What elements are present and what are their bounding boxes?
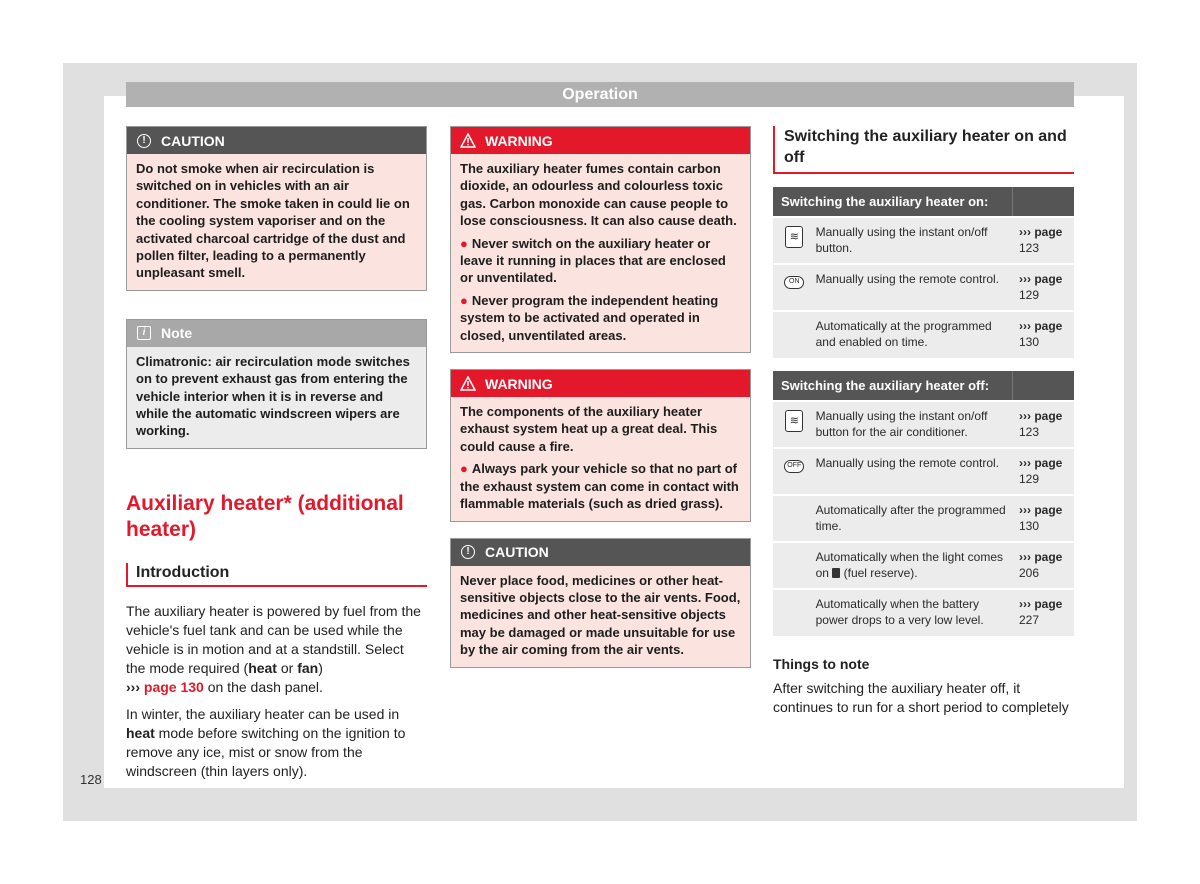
page-number: 128: [80, 772, 102, 787]
page-word: page: [1034, 272, 1063, 286]
ref-arrow-icon: ›››: [126, 678, 140, 695]
table-title: Switching the auxiliary heater off:: [781, 378, 990, 393]
note-label: Note: [161, 325, 193, 342]
off-icon: OFF: [784, 460, 804, 473]
ref-arrow-icon: ›››: [1018, 456, 1031, 470]
page-word: page: [1034, 409, 1063, 423]
warning-label: WARNING: [485, 132, 553, 149]
warning-text: The components of the auxiliary heater exhaust system heat up a great deal. This could cause a fire.: [460, 404, 718, 454]
page-reference[interactable]: [1013, 401, 1074, 448]
warning-triangle-icon: [460, 133, 476, 149]
page-num: 130: [1018, 519, 1039, 533]
table-row: [773, 401, 1074, 448]
winter-paragraph: [126, 705, 427, 781]
on-icon: ON: [784, 276, 804, 289]
bullet-icon: ●: [460, 235, 468, 251]
ref-arrow-icon: ›››: [1018, 550, 1031, 564]
table-switch-off: [773, 371, 1074, 636]
warning-header: [451, 370, 750, 397]
things-to-note-text: After switching the auxiliary heater off, it continues to run for a short period to completely: [773, 680, 1069, 715]
page-reference[interactable]: [1013, 589, 1074, 636]
caution-label: CAUTION: [485, 544, 549, 560]
page-num: 123: [1018, 425, 1039, 439]
page-word: page: [1034, 503, 1063, 517]
page-word: page: [1034, 225, 1063, 239]
table-row: [773, 589, 1074, 636]
switching-heading: Switching the auxiliary heater on and off: [773, 126, 1074, 174]
desc-part: Automatically when the light comes on: [815, 550, 1004, 580]
page-num: 129: [1018, 472, 1039, 486]
ref-arrow-icon: ›››: [1018, 272, 1031, 286]
caution-box-vents: [450, 538, 751, 668]
warning-text: The auxiliary heater fumes contain carbon dioxide, an odourless and colourless toxic gas. Carbon monoxide can cause people to lose consciousness. It can also cause death.: [460, 161, 737, 229]
caution-body: [451, 566, 750, 667]
note-text: Climatronic: air recirculation mode switches on to prevent exhaust gas from entering the vehicle interior when it is in reverse and while the automatic windscreen wipers are working.: [136, 353, 410, 439]
table-header: [773, 187, 1074, 217]
page-num: 123: [1018, 241, 1039, 255]
row-description: Automatically at the programmed and enabled on time.: [810, 311, 1013, 358]
table-row: [773, 495, 1074, 542]
desc-part: (fuel reserve).: [840, 566, 918, 580]
sub-heading-introduction: Introduction: [126, 563, 427, 587]
warning-label: WARNING: [485, 375, 553, 392]
row-description: Automatically when the battery power drops to a very low level.: [810, 589, 1013, 636]
ref-arrow-icon: ›››: [1018, 597, 1031, 611]
bullet-text: Never switch on the auxiliary heater or leave it running in places that are enclosed or unventilated.: [460, 235, 726, 286]
header-title: Operation: [562, 86, 638, 103]
header-bar: [126, 82, 1074, 107]
exclamation-circle-icon: !: [460, 544, 476, 560]
intro-text-part: The auxiliary heater is powered by fuel from the vehicle's fuel tank and can be used while the vehicle is in motion and at a standstill. Select the mode required (: [126, 602, 421, 676]
bullet-text: Always park your vehicle so that no part of the exhaust system can come in contact with flammable materials (such as dried grass).: [460, 461, 739, 512]
bullet-icon: ●: [460, 461, 468, 477]
exclamation-circle-icon: !: [136, 133, 152, 149]
page-reference[interactable]: [1013, 495, 1074, 542]
warning-bullet: [460, 292, 741, 344]
winter-text-a: In winter, the auxiliary heater can be used in: [126, 705, 400, 722]
winter-text-b: mode before switching on the ignition to remove any ice, mist or snow from the windscreen (thin layers only).: [126, 724, 406, 779]
intro-paragraph: [126, 602, 427, 697]
page-num: 130: [1018, 335, 1039, 349]
caution-text: Never place food, medicines or other heat-sensitive objects close to the air vents. Food, medicines and other heat-sensitive objects may be damaged or made unsuitable for use by the air coming from the air vents.: [460, 572, 741, 658]
things-to-note-heading: Things to note: [773, 656, 870, 672]
warning-bullet: [460, 235, 741, 287]
page-reference[interactable]: [1013, 264, 1074, 311]
bullet-icon: ●: [460, 292, 468, 308]
column-left: [126, 126, 427, 781]
page-num: 129: [1018, 288, 1039, 302]
ref-arrow-icon: ›››: [1018, 503, 1031, 517]
page-reference[interactable]: [1013, 217, 1074, 264]
warning-bullet: [460, 460, 741, 512]
row-description: Automatically after the programmed time.: [810, 495, 1013, 542]
intro-or: or: [276, 659, 298, 676]
warning-box-exhaust: [450, 369, 751, 521]
note-body: [127, 347, 426, 448]
caution-box: [126, 126, 427, 291]
note-header: [127, 320, 426, 347]
table-row: [773, 264, 1074, 311]
caution-body: [127, 154, 426, 290]
table-title: Switching the auxiliary heater on:: [781, 194, 989, 209]
caution-header: [127, 127, 426, 154]
ref-page: page 130: [143, 678, 204, 695]
page-reference[interactable]: [1013, 542, 1074, 589]
caution-label: CAUTION: [161, 132, 225, 149]
warning-header: [451, 127, 750, 154]
table-row: [773, 311, 1074, 358]
column-right: [773, 126, 1074, 717]
ref-arrow-icon: ›››: [1018, 409, 1031, 423]
heat-button-icon: ≋: [785, 410, 803, 432]
row-description: Manually using the remote control.: [810, 448, 1013, 495]
caution-header: [451, 539, 750, 566]
page-word: page: [1034, 550, 1063, 564]
column-middle: [450, 126, 751, 668]
page-word: page: [1034, 456, 1063, 470]
heat-term: heat: [126, 724, 155, 741]
row-description: Manually using the instant on/off button.: [810, 217, 1013, 264]
page-reference[interactable]: [1013, 311, 1074, 358]
warning-body: [451, 397, 750, 520]
warning-body: [451, 154, 750, 352]
heat-button-icon: ≋: [785, 226, 803, 248]
section-title: Auxiliary heater* (additional heater): [126, 491, 404, 541]
row-description: Manually using the remote control.: [810, 264, 1013, 311]
page-reference[interactable]: [1013, 448, 1074, 495]
note-box: [126, 319, 427, 449]
warning-triangle-icon: [460, 376, 476, 392]
bullet-text: Never program the independent heating system to be activated and operated in closed, unventilated areas.: [460, 292, 719, 343]
page-num: 206: [1018, 566, 1039, 580]
ref-arrow-icon: ›››: [1018, 319, 1031, 333]
table-header: [773, 371, 1074, 401]
table-switch-on: [773, 187, 1074, 358]
table-row: [773, 448, 1074, 495]
fan-term: fan: [297, 659, 319, 676]
page-reference-link[interactable]: [126, 679, 204, 695]
caution-text: Do not smoke when air recirculation is switched on in vehicles with an air conditioner. The smoke taken in could lie on the cooling system vaporiser and on the activated charcoal cartridge of the dust and pollen filter, leading to a permanently unpleasant smell.: [136, 161, 410, 281]
table-row: [773, 542, 1074, 589]
page-num: 227: [1018, 613, 1039, 627]
warning-box-fumes: [450, 126, 751, 353]
row-description: Manually using the instant on/off button for the air conditioner.: [810, 401, 1013, 448]
heat-term: heat: [248, 659, 277, 676]
intro-end: on the dash panel.: [203, 678, 323, 695]
ref-arrow-icon: ›››: [1018, 225, 1031, 239]
page-word: page: [1034, 319, 1063, 333]
intro-close: ): [318, 659, 323, 676]
page-word: page: [1034, 597, 1063, 611]
table-row: [773, 217, 1074, 264]
info-icon: i: [136, 325, 152, 341]
row-description: [810, 542, 1013, 589]
